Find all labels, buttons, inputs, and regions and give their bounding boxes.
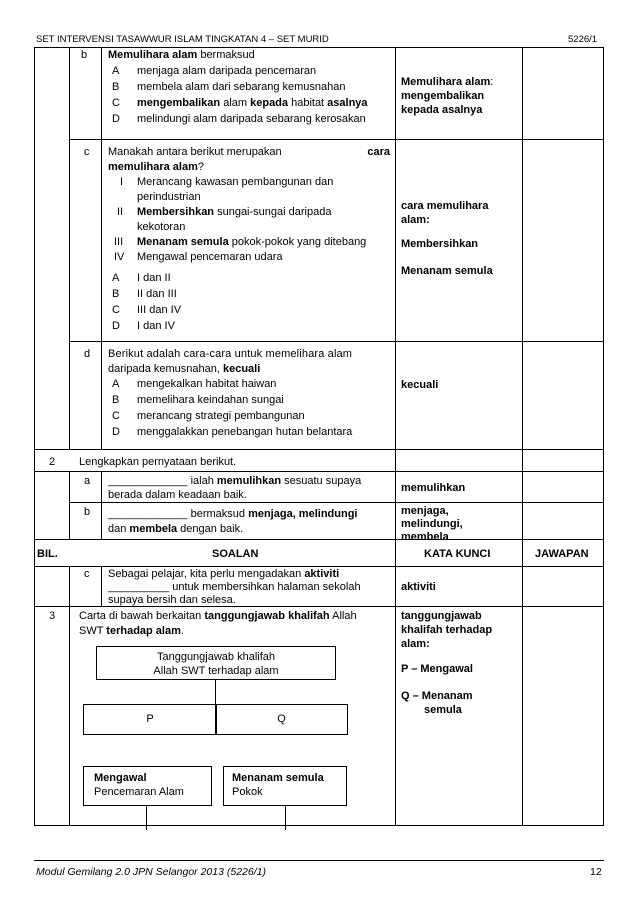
chart-left-text: Pencemaran Alam [94,786,184,798]
q2b-keyword-3: membela [401,531,449,543]
q1b-option-c: mengembalikan alam kepada habitat asalnya [137,97,368,109]
footer-page-number: 12 [590,866,602,878]
footer-text: Modul Gemilang 2.0 JPN Selangor 2013 (5226/1) [36,866,266,878]
q2a-keyword: memulihkan [401,482,466,494]
q1c-keyword-2: alam: [401,214,430,226]
q1b-keyword-3: kepada asalnya [401,104,483,116]
q1c-stmt-2-num: II [117,206,124,218]
header-bil: BIL. [37,548,58,560]
footer-rule [34,860,604,861]
q1c-option-c: III dan IV [137,304,182,316]
chart-box-right [223,766,347,806]
q2c-line1: Sebagai pelajar, kita perlu mengadakan aktiviti [108,568,340,580]
q1d-option-d: menggalakkan penebangan hutan belantara [137,426,353,438]
q1b-keyword-2: mengembalikan [401,90,485,102]
q1b-option-c-letter: C [112,97,120,109]
q1b-keyword-1: Memulihara alam: [401,76,494,88]
q1d-option-b-letter: B [112,394,120,406]
q3-keyword-6: semula [424,704,462,716]
q1b-option-b: membela alam dari sebarang kemusnahan [137,81,346,93]
q1c-option-d-letter: D [112,320,120,332]
q2b-letter: b [84,506,91,518]
header-code: 5226/1 [568,34,598,45]
q1d-option-a-letter: A [112,378,120,390]
q1c-keyword-3: Membersihkan [401,238,479,250]
chart-box-left [83,766,212,806]
q3-keyword-5: Q – Menanam [401,690,473,702]
q1c-letter: c [84,146,90,158]
q3-stem-line1: Carta di bawah berkaitan tanggungjawab khalifah Allah [79,610,357,622]
q1c-stmt-2: Membersihkan sungai-sungai daripada [137,206,332,218]
q1d-keyword: kecuali [401,379,439,391]
chart-box-p: P [83,704,217,735]
q1d-option-b: memelihara keindahan sungai [137,394,284,406]
q1d-option-c: merancang strategi pembangunan [137,410,305,422]
q1b-option-d: melindungi alam daripada sebarang kerosakan [137,113,366,125]
header-kata-kunci: KATA KUNCI [424,548,491,560]
q2-number: 2 [49,456,56,468]
q1d-letter: d [84,348,91,360]
chart-connector-top [215,680,216,704]
q2c-keyword: aktiviti [401,581,436,593]
q1c-option-a: I dan II [137,272,171,284]
q1b-option-a-letter: A [112,65,120,77]
q3-stem-line2: SWT terhadap alam. [79,625,184,637]
header-jawapan: JAWAPAN [535,548,589,560]
q3-number: 3 [49,610,56,622]
q3-keyword-1: tanggungjawab [401,610,482,622]
q1c-stmt-4-num: IV [114,251,125,263]
chart-left-title: Mengawal [94,772,147,784]
q1c-option-c-letter: C [112,304,120,316]
q1d-option-d-letter: D [112,426,120,438]
q2-stem: Lengkapkan pernyataan berikut. [79,456,237,468]
q1c-option-a-letter: A [112,272,120,284]
q1d-option-c-letter: C [112,410,120,422]
q1b-stem: Memulihara alam bermaksud [108,49,255,61]
q2b-line2: dan membela dengan baik. [108,523,244,535]
q3-keyword-4: P – Mengawal [401,663,473,675]
header-soalan: SOALAN [212,548,259,560]
q2a-line2: berada dalam keadaan baik. [108,489,247,501]
q1c-stmt-3: Menanam semula pokok-pokok yang ditebang [137,236,367,248]
chart-top-box [96,646,336,680]
q1c-keyword-1: cara memulihara [401,200,489,212]
q1c-option-b-letter: B [112,288,120,300]
q1c-stem-line2: memulihara alam? [108,161,204,173]
chart-box-q: Q [215,704,348,735]
header-title: SET INTERVENSI TASAWWUR ISLAM TINGKATAN 4 – SET MURID [36,34,329,45]
q1d-stem-line2: daripada kemusnahan, kecuali [108,363,261,375]
q2a-letter: a [84,475,91,487]
q1b-option-b-letter: B [112,81,120,93]
q1b-letter: b [81,49,88,61]
chart-connector-left [146,806,147,830]
q1b-option-d-letter: D [112,113,120,125]
q2c-letter: c [84,568,90,580]
q1c-stmt-3-num: III [114,236,124,248]
chart-top-line1: Tanggungjawab khalifah [156,651,276,663]
q1c-option-d: I dan IV [137,320,175,332]
q2b-line1: _____________ bermaksud menjaga, melindungi [108,508,358,520]
q2b-keyword-2: melindungi, [401,518,463,530]
q2b-keyword-1: menjaga, [401,505,449,517]
q2a-line1: _____________ ialah memulihkan sesuatu supaya [108,475,362,487]
q1d-stem-line1: Berikut adalah cara-cara untuk memelihara alam [108,348,353,360]
q1c-stmt-1: Merancang kawasan pembangunan dan [137,176,334,188]
q3-keyword-3: alam: [401,638,430,650]
q2c-line3: supaya bersih dan selesa. [108,594,236,606]
chart-top-line2: Allah SWT terhadap alam [153,665,279,677]
q1c-stmt-4: Mengawal pencemaran udara [137,251,283,263]
q1c-stem-line1: Manakah antara berikut merupakan cara [108,146,390,158]
chart-connector-right [285,806,286,830]
q1b-option-a: menjaga alam daripada pencemaran [137,65,317,77]
q1c-stmt-2-cont: kekotoran [137,221,186,233]
q1c-stmt-1-cont: perindustrian [137,191,201,203]
chart-right-title: Menanam semula [232,772,324,784]
q3-keyword-2: khalifah terhadap [401,624,493,636]
q1c-keyword-4: Menanam semula [401,265,493,277]
q1d-option-a: mengekalkan habitat haiwan [137,378,277,390]
q1c-stmt-1-num: I [120,176,124,188]
q1c-option-b: II dan III [137,288,177,300]
q2c-line2: __________ untuk membersihkan halaman sekolah [108,581,361,593]
chart-right-text: Pokok [232,786,263,798]
